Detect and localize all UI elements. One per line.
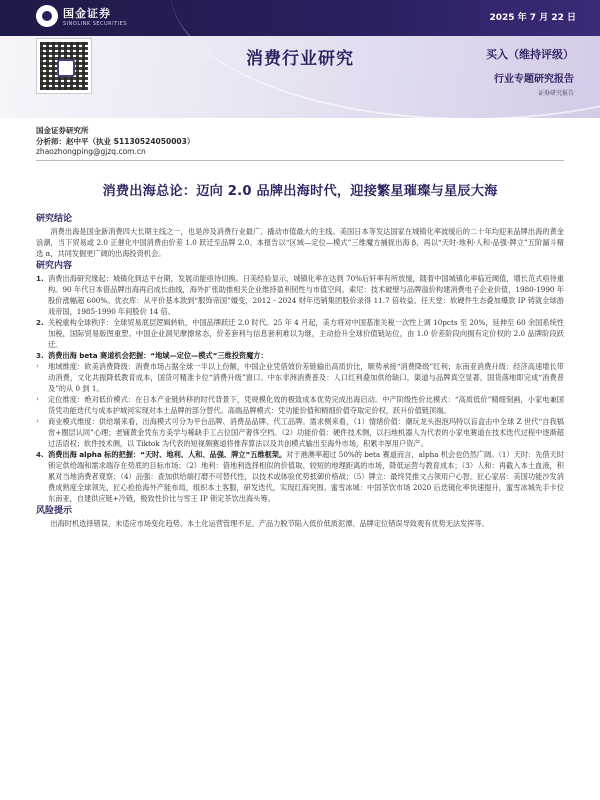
sub-item [36, 361, 564, 394]
divider [36, 160, 564, 161]
report-body [36, 212, 564, 529]
research-institute: 国金证券研究所 [36, 126, 89, 135]
list-item [36, 317, 564, 350]
item-number: 2. [36, 318, 44, 327]
report-type: 行业专题研究报告 [494, 74, 574, 85]
sub-item-text: 定位维度：绝对低价模式：在日本产业链转移的时代背景下，凭规模化效的极致成本优势完成出海启动。中产阶级性价比模式：“高质低价”精细刻画，小家电兼国货凭功能迭代与成本护城河实现对本土品牌的部分替代。高端品牌模式：凭功能价值和精细价值夺取定价权，跃升价值链顶端。 [48, 395, 564, 415]
list-item [36, 350, 564, 361]
item-text: 关税重构全球秩序：全球贸易底层逻辑转轨，中国品牌跃迁 2.0 时代。25 年 4 月起，美方将对中国基准关税一次性上调 10pcts 至 20%，延伸至 60 余国系统性加税，国际贸易版图重塑。中国企业洞见摩擦常态，价差套利与信息套利难以为继，主动拾升全球价值链站位，由 1.0 价差阶段向拥有定价权的 2.0 品牌阶段跃迁。 [48, 318, 564, 349]
list-item [36, 273, 564, 317]
analyst-info [36, 126, 194, 158]
arrow-bullet-icon: › [36, 395, 39, 403]
sub-item-text: 地域维度：欧美消费降级：消费市场占据全球一半以上份额，中国企业凭借效价差链输出高质价比，顺势承接“消费降级”红利；东南亚消费升级：经济高速增长带动消费，文化共振降低教育成本，国货可精准卡位“消费升级”窗口。中东非洲消费普及：人口红利叠加供给缺口，渠道与品牌真空显著，国货落地即完成“消费普及”的从 0 到 1。 [48, 362, 564, 393]
item-number: 3. [36, 351, 44, 360]
sub-item [36, 394, 564, 416]
company-logo [36, 5, 127, 27]
report-title: 消费行业研究 [246, 49, 354, 69]
section-title-conclusion: 研究结论 [36, 214, 73, 224]
conclusion-text: 消费出海是国金新消费四大长期主线之一，也是涉及消费行业最广、撬动市值最大的主线。美国日本等发达国家在城镇化率波缓后的二十年均迎来品牌出海的黄金浪潮，当下贸易或 2.0 正催化中国消费由价差 1.0 跃迁至品牌 2.0。本报告以“区域—定位—模式”三维魔方捕捉出海 β，再以“天时·地利·人和·品强·牌立”五阶漏斗精选 α，共同发掘更广阔的出海投资机会。 [36, 227, 564, 258]
item-text: 对于港澳率超过 50%的 beta 赛道而言，alpha 机会也仍然广阔。（1）天时：先借天时锁定供给端和需求端存在势底的目标市场；（2）地利：借地利选择相似的价值取、较短的地理距离的市场，降低运营与教育成本；（3）人和：再截入本土血液，积累对当地消费者观察；（4）品强：查加供给端打磨不可替代性，以技术或体验优势抵御价格战；（5）牌立：最终凭推文占领用户心智。匠心家居：美国功能沙发消费成熟度全球领先，匠心抢抢海外产能布局，组织本土客服，研发迭代，实现红海突围。蜜雪冰城：中国茶饮市场 2020 后迭镜化率快速提升，蜜雪冰城先手卡位东南亚，自建供应链+冷链，极致性价比与雪王 IP 锁定茶饮出海头筹。 [48, 450, 564, 503]
report-subtitle: 证券研究报告 [537, 90, 574, 97]
item-body [48, 449, 564, 504]
item-number: 4. [36, 450, 44, 459]
risk-text: 出海时机选择错误、未适应市场变化趋势、本土化运营管理不足、产品力脱节陷入低价低质泥潭、品牌定位错误导致观有优势无法发挥等。 [50, 519, 489, 528]
item-lead: 消费出海 beta 赛道机会把握：“地域—定位—模式”三维投资魔方： [48, 351, 268, 360]
arrow-bullet-icon: › [36, 362, 39, 370]
section-title-risk: 风险提示 [36, 506, 73, 516]
logo-mark-icon [36, 5, 58, 27]
item-text: 消费出海研究缘起：城镇化到达平台期，发展动能亟待切换。日美经验显示，城镇化率在达到 70%后轩率有所放缓，随着中国城镇化率临近阈值，增长范式亟待重构。90 年代日本借品牌出海再启成长曲线，海外扩张助推相关企业维持盈利韧性与市值空间。索尼：技术破壁与品牌溢价构建消费电子企业价值，1980-1990 年股价涨幅超 600%。优衣库：从平价基本款到“服饰帝国”嬗变，2012 - 2024 财年迅销集团股价录得 11.7 倍收益。任天堂：软硬件生态叠加爆款 IP 铸就全球游戏帝国，1985-1990 年间股价 14 倍。 [48, 274, 564, 316]
list-item [36, 449, 564, 504]
header-banner [0, 0, 600, 118]
logo-en: SINOLINK SECURITIES [63, 21, 127, 27]
analyst-line: 分析师：赵中平（执业 S1130524050003） [36, 136, 195, 146]
analyst-email: zhaozhongping@gjzq.com.cn [36, 147, 146, 156]
arrow-bullet-icon: › [36, 417, 39, 425]
logo-cn: 国金证券 [63, 7, 111, 20]
report-date: 2025 年 7 月 22 日 [489, 13, 576, 23]
item-number: 1. [36, 274, 44, 283]
item-lead: 消费出海 alpha 标的把握：“天时、地利、人和、品强、牌立”五维框架。 [48, 450, 287, 459]
rating: 买入（维持评级） [486, 48, 574, 61]
section-title-content: 研究内容 [36, 261, 73, 271]
sub-item-text: 商业模式维度：供给端来看，出海模式可分为平台品牌、消费品品牌、代工品牌。需求侧来看，（1）情绪价值：潮玩龙头泡泡玛特以盲盒击中全球 Z 世代“自我犒赏+圈层认同”心理；老铺黄金凭东方美学与稀缺手工占位国产奢侈空档。（2）功能价值：硬件技术侧，以扫地机器人为代表的小家电赛道在技术迭代过程中逐渐超过活语权；软件技术侧，以 Tiktok 为代表的短视频赛道将推荐算法以及共创模式输出至海外市场，积累丰厚用户资产。 [48, 417, 564, 448]
headline: 消费出海总论：迈向 2.0 品牌出海时代，迎接繁星璀璨与星辰大海 [102, 184, 498, 199]
sub-item [36, 416, 564, 449]
